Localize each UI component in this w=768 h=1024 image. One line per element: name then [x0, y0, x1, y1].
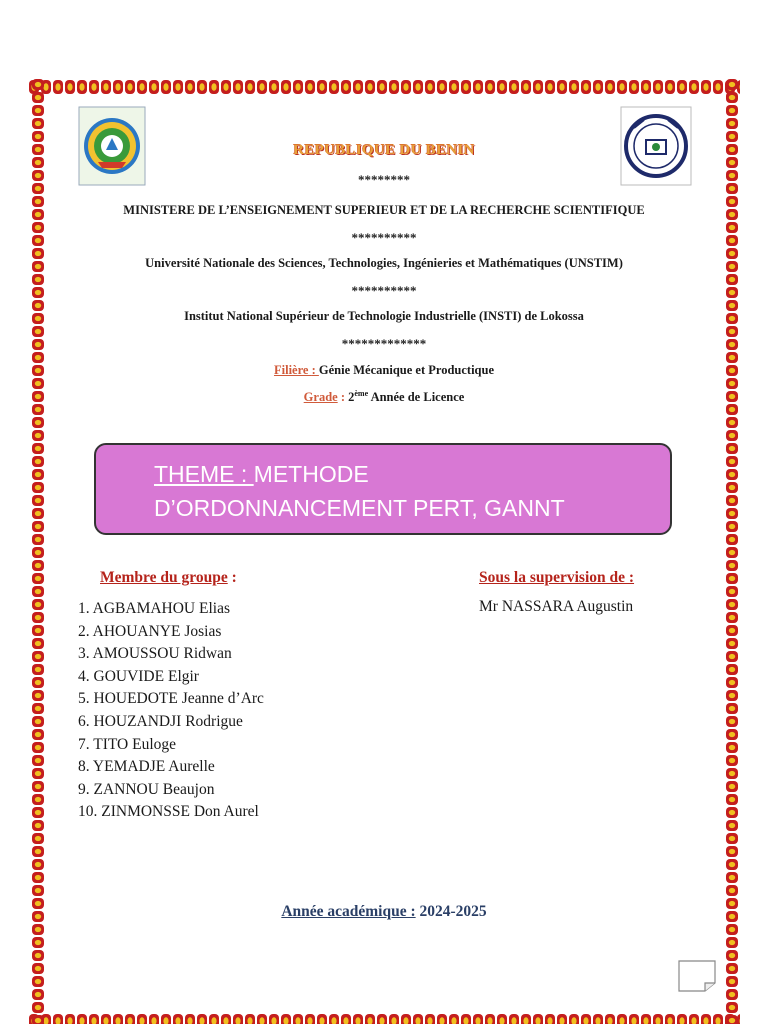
grade-superscript: ème [354, 389, 369, 398]
separator-stars: ********** [351, 230, 417, 245]
academic-year-label: Année académique : [281, 903, 416, 920]
theme-line2: D’ORDONNANCEMENT PERT, GANNT [154, 495, 565, 521]
separator-stars: ********** [351, 283, 417, 298]
page-fold-icon [677, 959, 717, 993]
decorative-border-top [28, 78, 740, 96]
list-item: 6. HOUZANDJI Rodrigue [78, 712, 243, 730]
institute-name: Institut National Supérieur de Technologie Industrielle (INSTI) de Lokossa [184, 309, 584, 323]
members-list [78, 598, 264, 824]
grade-line [0, 389, 768, 405]
ministry-name: MINISTERE DE L’ENSEIGNEMENT SUPERIEUR ET DE LA RECHERCHE SCIENTIFIQUE [123, 203, 645, 217]
supervisor-name: Mr NASSARA Augustin [479, 598, 634, 615]
grade-rest: Année de Licence [368, 390, 465, 405]
filiere-separator: : [311, 363, 319, 377]
list-item: 9. ZANNOU Beaujon [78, 780, 215, 798]
separator-stars: ******** [358, 172, 410, 187]
filiere-value: Génie Mécanique et Productique [318, 363, 494, 377]
filiere-line [0, 363, 768, 378]
list-item: 1. AGBAMAHOU Elias [78, 600, 230, 617]
members-title-text: Membre du groupe [100, 569, 228, 586]
list-item: 3. AMOUSSOU Ridwan [78, 645, 232, 663]
list-item: 5. HOUEDOTE Jeanne d’Arc [78, 690, 264, 708]
list-item: 2. AHOUANYE Josias [78, 622, 222, 640]
academic-year-value: 2024-2025 [415, 903, 487, 920]
theme-text [154, 457, 654, 525]
university-name: Université Nationale des Sciences, Technologies, Ingénieries et Mathématiques (UNSTIM) [145, 256, 623, 270]
theme-label: THEME : [154, 461, 254, 487]
decorative-border-bottom [28, 1012, 740, 1024]
members-title [100, 569, 237, 587]
supervision-title [479, 569, 634, 587]
filiere-label: Filière [273, 363, 312, 377]
grade-number: 2 [348, 390, 355, 405]
theme-line1: METHODE [253, 461, 369, 487]
decorative-border-left [30, 78, 46, 1024]
list-item: 7. TITO Euloge [78, 735, 177, 753]
academic-year [0, 903, 768, 921]
decorative-border-right [724, 78, 740, 1024]
grade-separator: : [337, 390, 349, 405]
separator-stars: ************* [341, 336, 427, 351]
list-item: 8. YEMADJE Aurelle [78, 758, 215, 776]
list-item: 10. ZINMONSSE Don Aurel [78, 803, 259, 821]
theme-box [94, 443, 672, 535]
list-item: 4. GOUVIDE Elgir [78, 667, 199, 685]
republic-title: REPUBLIQUE DU BENIN [293, 142, 475, 158]
grade-label: Grade [303, 390, 338, 405]
supervision-title-text: Sous la supervision de : [479, 569, 635, 586]
members-title-suffix: : [227, 569, 237, 586]
